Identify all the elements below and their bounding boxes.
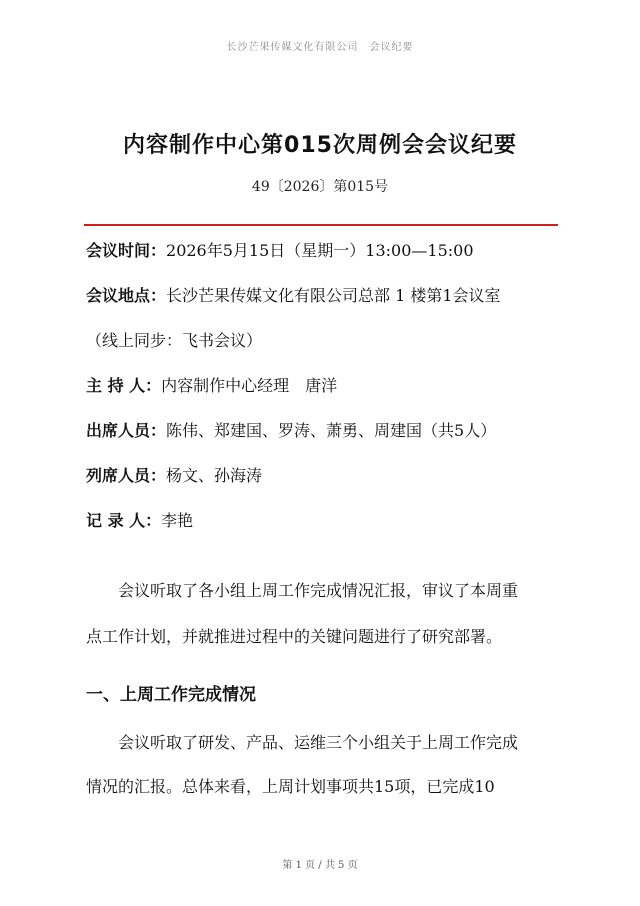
recorder-label: 记 录 人： [86, 511, 162, 530]
section1-paragraph-line-2: 情况的汇报。总体来看，上周计划事项共15项，已完成10 [86, 777, 495, 796]
document-title: 内容制作中心第015次周例会会议纪要 [123, 133, 517, 158]
recorder-value: 李艳 [161, 511, 194, 530]
meeting-place-continuation: （线上同步：飞书会议） [86, 331, 263, 350]
attendees-value: 陈伟、郑建国、罗涛、萧勇、周建国（共5人） [166, 421, 497, 440]
meeting-place-label: 会议地点： [86, 286, 167, 305]
observers-row [86, 463, 262, 486]
meeting-time-row [86, 238, 474, 261]
document-number: 49〔2026〕第015号 [251, 179, 389, 195]
host-value: 内容制作中心经理 唐洋 [161, 376, 338, 395]
meeting-time-value: 2026年5月15日（星期一）13:00—15:00 [166, 241, 474, 260]
recorder-row [86, 508, 193, 531]
host-label: 主 持 人： [86, 376, 162, 395]
attendees-row [86, 418, 496, 441]
host-row [86, 373, 337, 396]
intro-paragraph-line-2: 点工作计划，并就推进过程中的关键问题进行了研究部署。 [86, 627, 503, 646]
red-separator-line [84, 224, 558, 226]
attendees-label: 出席人员： [86, 421, 167, 440]
section1-paragraph-line-1: 会议听取了研发、产品、运维三个小组关于上周工作完成 [118, 733, 519, 752]
meeting-place-value: 长沙芒果传媒文化有限公司总部 1 楼第1会议室 [166, 286, 501, 305]
page-header: 长沙芒果传媒文化有限公司 会议纪要 [226, 42, 414, 53]
observers-label: 列席人员： [86, 466, 167, 485]
page-footer: 第 1 页 / 共 5 页 [282, 860, 358, 871]
section-heading-1: 一、上周工作完成情况 [86, 685, 256, 705]
intro-paragraph-line-1: 会议听取了各小组上周工作完成情况汇报，审议了本周重 [118, 581, 519, 600]
meeting-place-row [86, 283, 501, 306]
meeting-time-label: 会议时间： [86, 241, 167, 260]
observers-value: 杨文、孙海涛 [166, 466, 263, 485]
